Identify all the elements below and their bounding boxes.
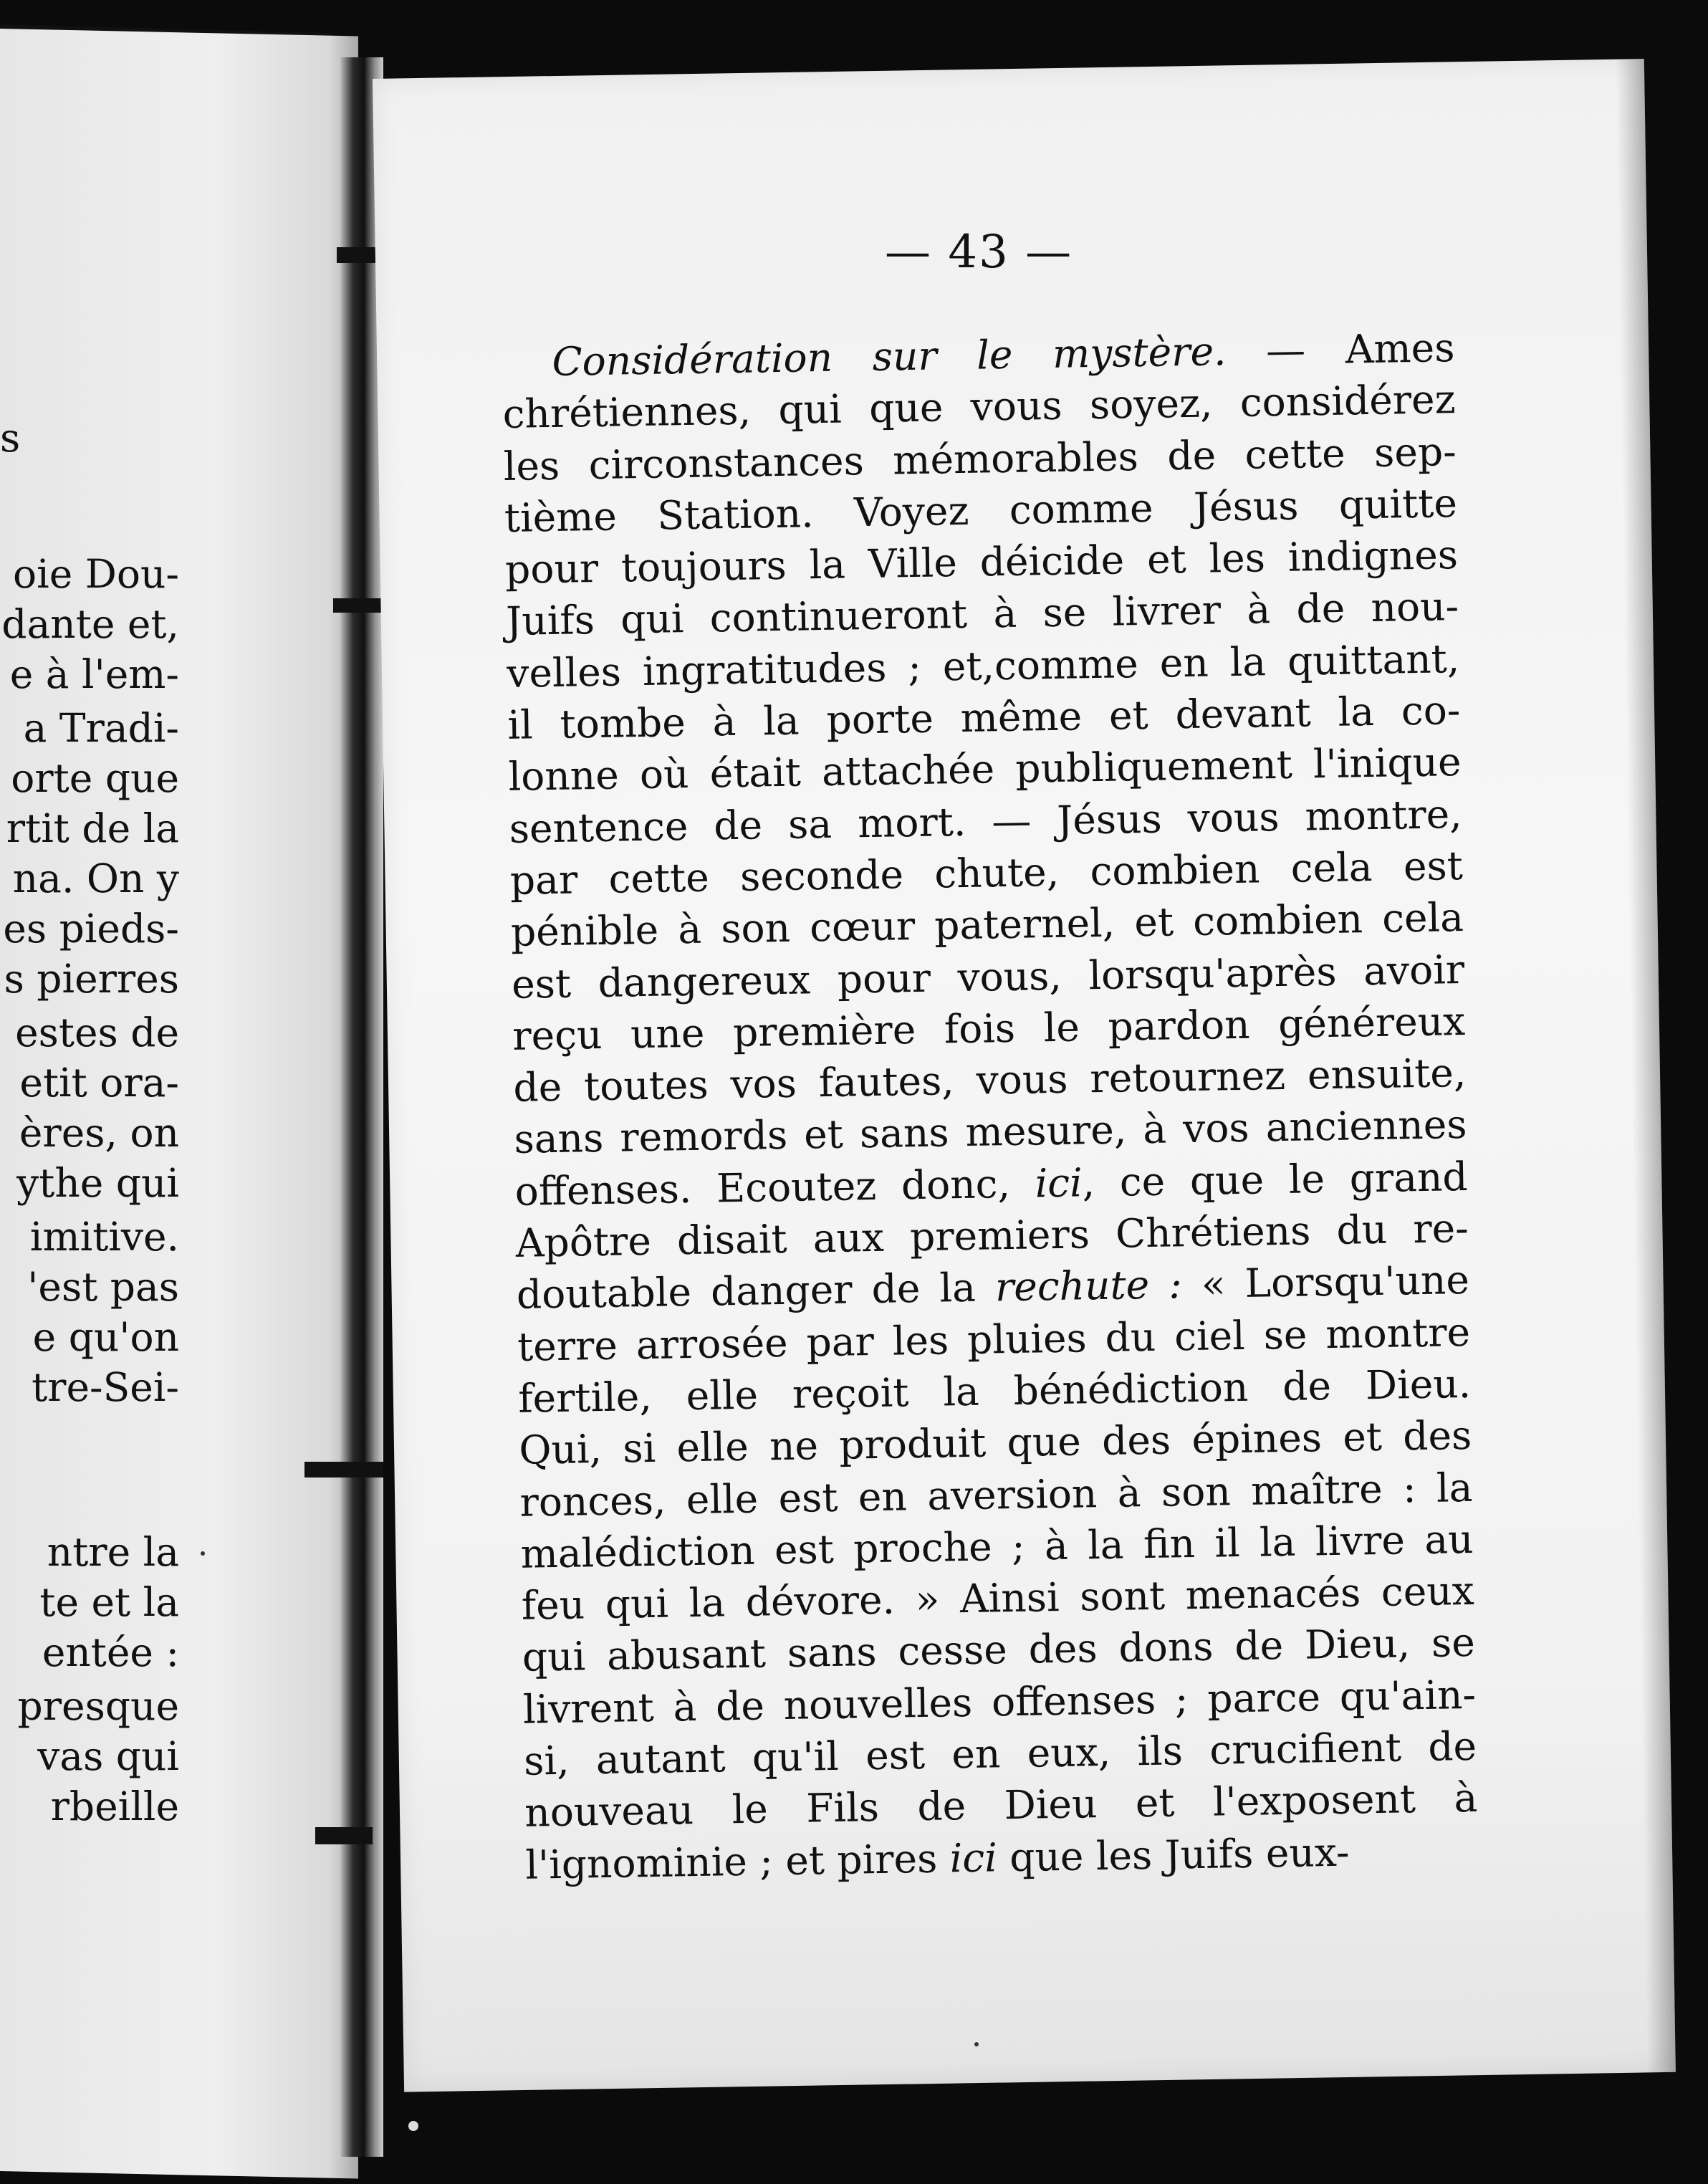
text-segment: feu qui la dévore. » Ainsi sont menacés ceux (521, 1568, 1475, 1629)
dust-speck (201, 1551, 205, 1556)
left-page-line-fragment: oie Dou- (13, 551, 179, 597)
text-segment: fertile, elle reçoit la bénédiction de Dieu. (517, 1360, 1472, 1422)
dust-speck (408, 2121, 418, 2131)
text-segment: terre arrosée par les pluies du ciel se montre (517, 1308, 1471, 1370)
text-segment: tième Station. Voyez comme Jésus quitte (504, 479, 1458, 541)
left-page-line-fragment: na. On y (12, 856, 179, 901)
left-page-line-fragment: rbeille (50, 1783, 179, 1829)
right-page-edge-shadow (1616, 59, 1676, 2072)
text-segment: nouveau le Fils de Dieu et l'exposent à (524, 1775, 1478, 1836)
text-segment: Apôtre disait aux premiers Chrétiens du re- (515, 1205, 1469, 1266)
text-segment: sans remords et sans mesure, à vos anciennes (514, 1101, 1467, 1163)
text-segment: chrétiennes, qui que vous soyez, considérez (502, 376, 1457, 438)
left-page-line-fragment: te et la (39, 1579, 179, 1625)
text-segment: livrent à de nouvelles offenses ; parce qu'ain- (522, 1671, 1477, 1733)
text-segment: les circonstances mémorables de cette sep- (503, 428, 1457, 489)
text-segment: pénible à son cœur paternel, et combien cela (510, 894, 1464, 956)
left-page-line-fragment: entée : (42, 1629, 179, 1675)
text-segment: Juifs qui continueront à se livrer à de nou- (505, 583, 1459, 645)
text-segment: doutable danger de la (516, 1264, 996, 1318)
text-segment: « Lorsqu'une (1181, 1257, 1470, 1308)
left-page-line-fragment: estes de (15, 1010, 179, 1055)
dust-speck (974, 2042, 979, 2046)
left-page-text (0, 0, 358, 2184)
left-page-line-fragment: s pierres (4, 956, 179, 1002)
text-segment: l'ignominie ; et pires (524, 1835, 951, 1888)
italic-text-segment: Considération sur le mystère. (552, 328, 1227, 385)
text-segment: est dangereux pour vous, lorsqu'après avoir (511, 946, 1465, 1007)
text-segment: si, autant qu'il est en eux, ils crucifient de (523, 1723, 1477, 1784)
left-page-line-fragment: vas qui (37, 1733, 179, 1779)
italic-text-segment: ici (1035, 1159, 1083, 1207)
text-segment: ronces, elle est en aversion à son maître : la (519, 1464, 1473, 1526)
text-segment: — Ames (1225, 325, 1455, 375)
left-page-line-fragment: ntre la (47, 1529, 179, 1575)
text-segment: qui abusant sans cesse des dons de Dieu, se (522, 1619, 1476, 1681)
text-segment: malédiction est proche ; à la fin il la livre au (520, 1515, 1474, 1577)
page-body-text (502, 322, 1479, 1891)
text-segment: reçu une première fois le pardon généreux (512, 997, 1466, 1059)
left-page-line-fragment: dante et, (1, 601, 179, 647)
left-page-line-fragment: imitive. (29, 1214, 179, 1260)
left-page-line-fragment: rtit de la (6, 805, 179, 851)
italic-text-segment: ici (949, 1834, 998, 1882)
left-page-line-fragment: orte que (11, 755, 179, 801)
left-page-line-fragment: 'est pas (27, 1264, 179, 1310)
text-segment: par cette seconde chute, combien cela est (509, 842, 1464, 904)
page-number: — 43 — (885, 226, 1073, 279)
text-segment: de toutes vos fautes, vous retournez ensuite, (512, 1050, 1467, 1111)
left-page-line-fragment: ères, on (19, 1110, 179, 1156)
text-segment: offenses. Ecoutez donc, (514, 1160, 1036, 1215)
left-page-line-fragment: etit ora- (19, 1060, 179, 1106)
italic-text-segment: rechute : (994, 1261, 1183, 1311)
left-page-line-fragment: a Tradi- (23, 705, 179, 751)
left-page-line-fragment: e à l'em- (9, 651, 179, 697)
left-page-line-fragment: ythe qui (16, 1160, 179, 1206)
left-page-line-fragment: es pieds- (3, 906, 179, 952)
text-segment: sentence de sa mort. — Jésus vous montre, (509, 790, 1463, 852)
text-segment: il tombe à la porte même et devant la co- (507, 687, 1461, 749)
left-page-line-fragment: presque (17, 1683, 179, 1729)
left-page-line-fragment: e qu'on (32, 1314, 179, 1360)
left-page-line-fragment: tre-Sei- (32, 1364, 179, 1410)
text-segment: pour toujours la Ville déicide et les indignes (504, 532, 1459, 593)
text-segment: lonne où était attachée publiquement l'inique (508, 739, 1462, 800)
text-segment: velles ingratitudes ; et,comme en la quittant, (506, 635, 1460, 696)
text-segment: que les Juifs eux- (997, 1829, 1350, 1881)
text-segment: Qui, si elle ne produit que des épines et des (518, 1412, 1472, 1474)
text-segment: , ce que le grand (1082, 1153, 1469, 1206)
left-page-line-fragment: s (0, 415, 21, 461)
